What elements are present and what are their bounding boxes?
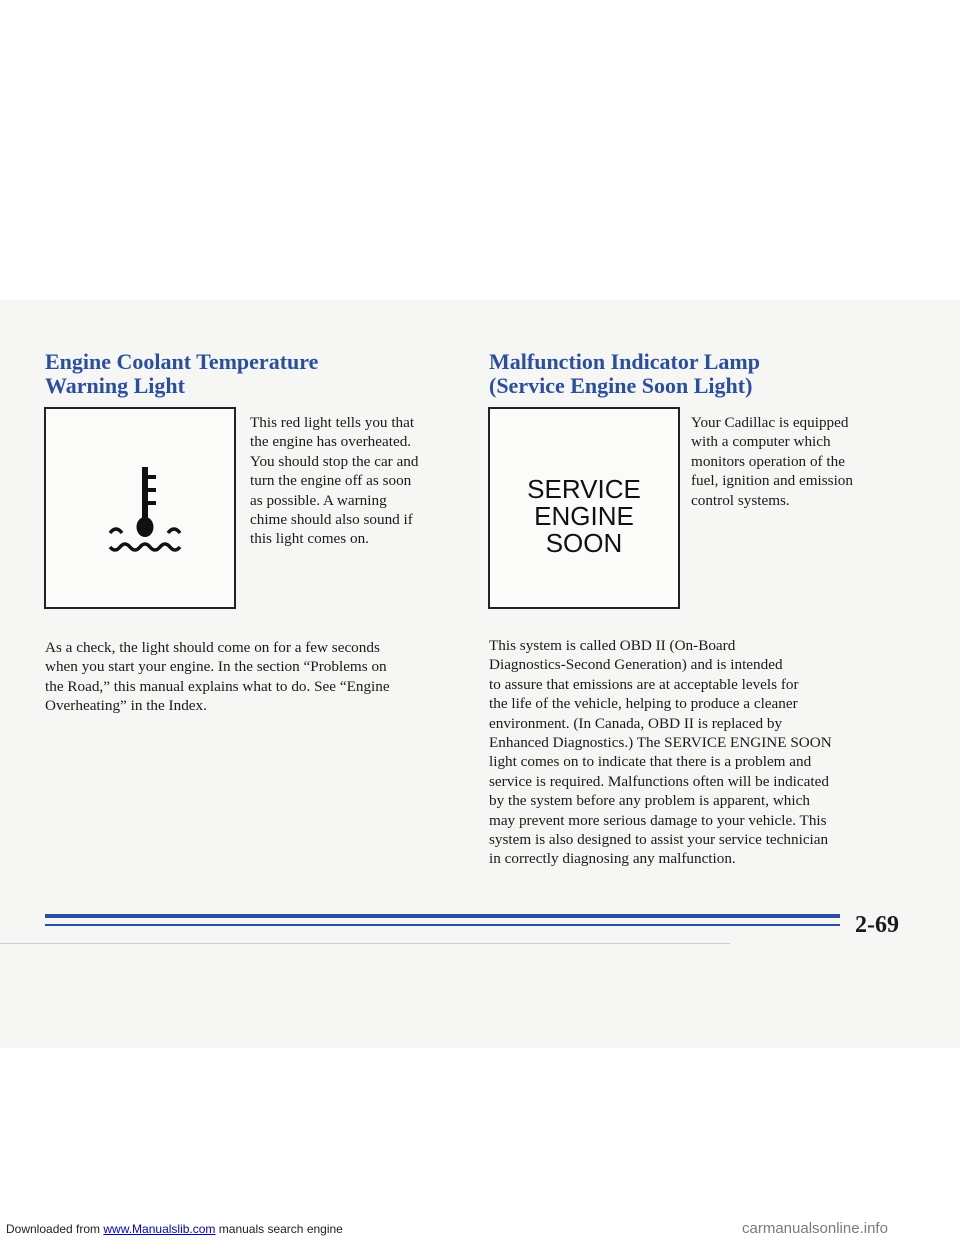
malfunction-heading: Malfunction Indicator Lamp (Service Engine Soon Light) (489, 349, 760, 398)
footer-rule-thin (45, 924, 840, 926)
download-footer: Downloaded from www.Manualslib.com manuals search engine (6, 1222, 343, 1236)
footer-rule-thick (45, 914, 840, 918)
obd-paragraph: This system is called OBD II (On-Board Diagnostics-Second Generation) and is intended to assure that emissions are at acceptable levels for the life of the vehicle, helping to produce a cleaner environment. (In Canada, OBD II is replaced by Enhanced Diagnostics.) The SERVICE ENGINE SOON light comes on to indicate that there is a problem and service is required. Malfunctions often will be indicated by the system before any problem is apparent, which may prevent more serious damage to your vehicle. This system is also designed to assist your service technician in correctly diagnosing any malfunction. (489, 637, 832, 868)
lamp-line-soon: SOON (545, 528, 623, 558)
watermark: carmanualsonline.info (742, 1220, 888, 1237)
coolant-light-box (44, 407, 236, 609)
malfunction-description: Your Cadillac is equipped with a computer which monitors operation of the fuel, ignition and emission control systems. (691, 414, 853, 509)
coolant-temperature-icon (46, 409, 234, 607)
coolant-description: This red light tells you that the engine has overheated. You should stop the car and turn the engine off as soon as possible. A warning chime should also sound if this light comes on. (250, 414, 419, 548)
manualslib-link[interactable]: www.Manualslib.com (103, 1222, 216, 1236)
scan-line (0, 943, 730, 944)
lamp-line-engine: ENGINE (534, 501, 634, 531)
coolant-heading: Engine Coolant Temperature Warning Light (45, 349, 319, 398)
lamp-line-service: SERVICE (527, 474, 641, 504)
page-number: 2-69 (855, 912, 899, 938)
coolant-check-paragraph: As a check, the light should come on for a few seconds when you start your engine. In the section “Problems on the Road,” this manual explains what to do. See “Engine Overheating” in the Index. (45, 639, 390, 715)
service-engine-soon-lamp (488, 407, 680, 609)
